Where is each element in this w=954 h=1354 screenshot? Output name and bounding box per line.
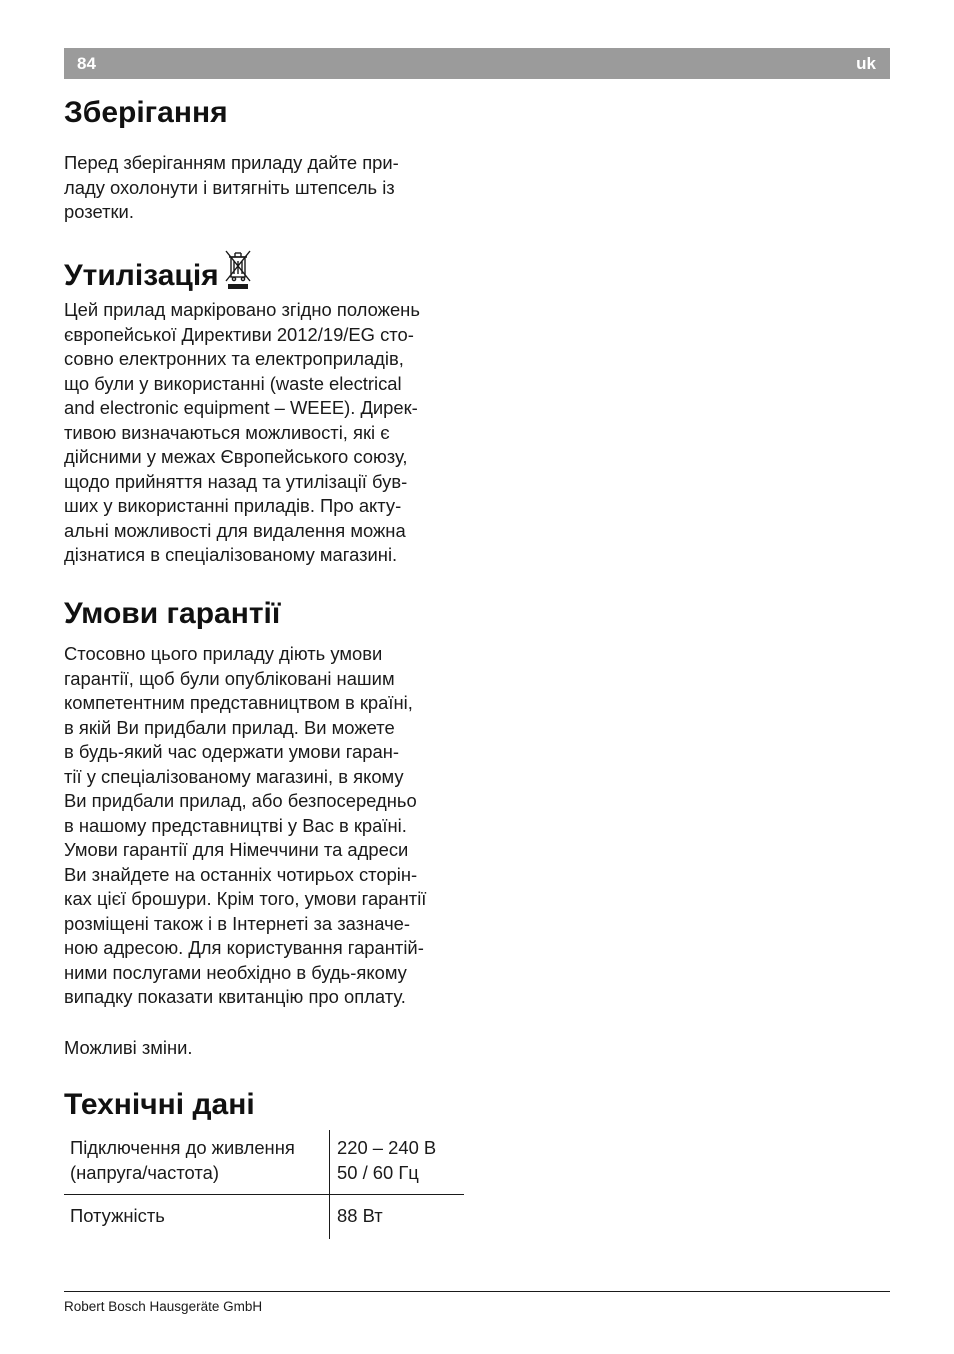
storage-heading [64,96,228,130]
disposal-line: що були у використанні (waste electrical [64,372,402,394]
warranty-line: Стосовно цього приладу діють умови [64,643,383,664]
changes-note [64,1036,474,1061]
power-value: 88 Вт [337,1205,383,1226]
tech-heading [64,1088,255,1122]
crossed-out-wheelie-bin-icon [223,248,253,298]
disposal-line: Цей прилад маркіровано згідно положень [64,299,420,320]
warranty-line: в якій Ви придбали прилад. Ви можете [64,716,395,738]
warranty-line: ними послугами необхідно в будь-якому [64,961,407,983]
footer-company: Robert Bosch Hausgeräte GmbH [64,1299,263,1314]
disposal-line: ших у використанні приладів. Про акту- [64,495,402,516]
storage-line: розетки. [64,201,134,222]
warranty-heading [64,597,280,631]
warranty-line: розміщені також і в Інтернеті за зазначе- [64,912,411,934]
tech-data-table [64,1130,464,1239]
storage-heading-text: Зберігання [64,96,228,129]
disposal-line: альні можливості для видалення можна [64,519,406,541]
tech-value-cell [330,1195,465,1239]
tech-heading-text: Технічні дані [64,1088,255,1121]
disposal-line: щодо прийняття назад та утилізації був- [64,470,408,492]
frequency-value: 50 / 60 Гц [337,1161,419,1183]
warranty-line: гарантії, щоб були опубліковані нашим [64,667,395,689]
voltage-frequency-label: (напруга/частота) [70,1161,219,1183]
disposal-line: тивою визначаються можливості, які є [64,421,390,443]
tech-label-cell [64,1195,330,1239]
language-code: uk [856,54,876,73]
voltage-value: 220 – 240 В [337,1137,437,1158]
disposal-heading-text: Утилізація [64,258,219,292]
storage-line: Перед зберіганням приладу дайте при- [64,152,399,173]
warranty-line: компетентним представництвом в країні, [64,692,413,713]
warranty-line: ною адресою. Для користування гарантій- [64,937,424,958]
power-supply-label: Підключення до живлення [70,1137,295,1158]
warranty-heading-text: Умови гарантії [64,597,281,630]
storage-line: ладу охолонути і витягніть штепсель із [64,176,395,198]
disposal-paragraph [64,298,474,568]
storage-paragraph [64,151,474,225]
warranty-paragraph [64,642,474,1010]
changes-note-text: Можливі зміни. [64,1037,193,1058]
warranty-line: Ви знайдете на останніх чотирьох сторін- [64,863,418,885]
footer-divider [64,1291,890,1292]
warranty-line: Умови гарантії для Німеччини та адреси [64,839,409,860]
disposal-line: and electronic equipment – WEEE). Дирек- [64,397,418,418]
disposal-line: дізнатися в спеціалізованому магазині. [64,544,398,565]
tech-value-cell [330,1130,465,1195]
warranty-line: в будь-який час одержати умови гаран- [64,741,400,762]
tech-label-cell [64,1130,330,1195]
warranty-line: в нашому представництві у Вас в країні. [64,814,407,836]
disposal-line: європейської Директиви 2012/19/EG сто- [64,323,414,345]
power-label: Потужність [70,1205,165,1226]
table-row [64,1130,464,1195]
disposal-line: дійсними у межах Європейського союзу, [64,446,408,467]
page-number: 84 [77,54,96,73]
warranty-line: Ви придбали прилад, або безпосередньо [64,790,417,811]
warranty-line: випадку показати квитанцію про оплату. [64,986,406,1007]
table-row [64,1195,464,1239]
warranty-line: ках цієї брошури. Крім того, умови гарантії [64,888,427,909]
disposal-line: совно електронних та електроприладів, [64,348,404,369]
disposal-heading [64,252,253,302]
page-header-bar [64,48,890,79]
warranty-line: тії у спеціалізованому магазині, в якому [64,765,404,787]
